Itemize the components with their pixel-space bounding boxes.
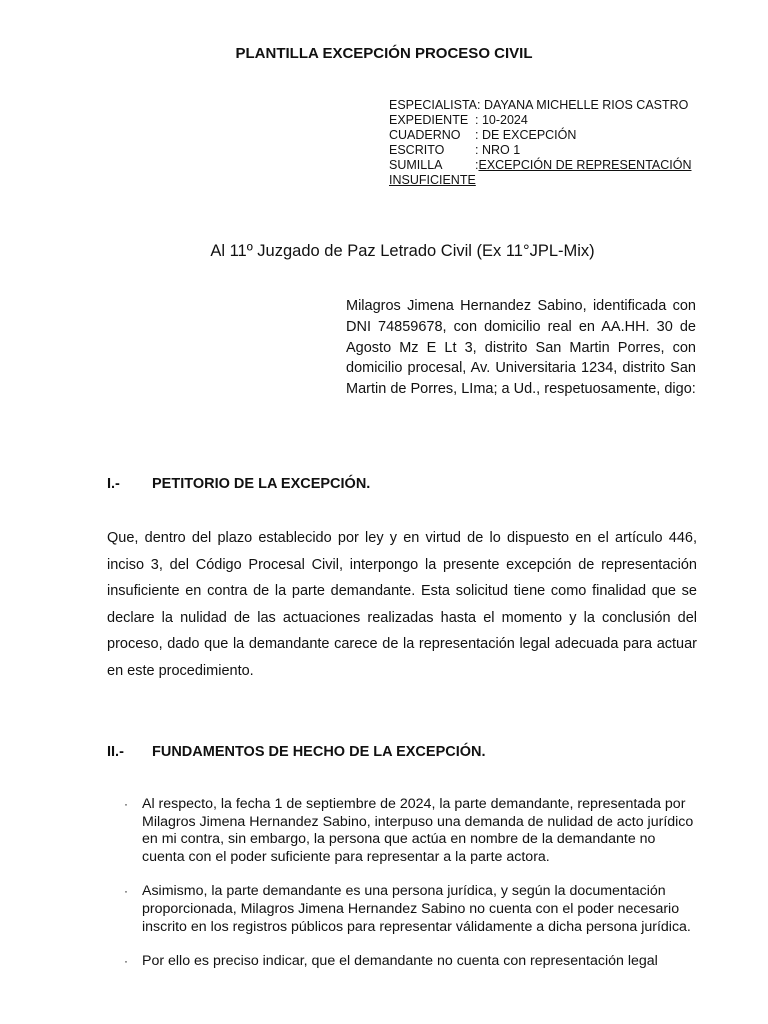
- especialista-value: DAYANA MICHELLE RIOS CASTRO: [483, 98, 689, 112]
- list-item: [124, 796, 698, 866]
- section-1-paragraph: Que, dentro del plazo establecido por ley y en virtud de lo dispuesto en el artículo 446, inciso 3, del Código Procesal Civil, interpongo la presente excepción de representación insuficiente en contra de la parte demandante. Esta solicitud tiene como finalidad que se declare la nulidad de las actuaciones realizadas hasta el momento y la conclusión del proceso, dado que la demandante carece de la representación legal adecuada para actuar en este procedimiento.: [107, 530, 697, 679]
- cuaderno-label: CUADERNO: [389, 128, 461, 142]
- escrito-label: ESCRITO: [389, 143, 445, 157]
- list-item: [124, 953, 698, 971]
- sumilla-separator: :: [475, 158, 479, 172]
- bullet-dot-icon: ·: [124, 797, 128, 811]
- expediente-value: : 10-2024: [475, 113, 528, 127]
- section-2-number: II.-: [107, 744, 124, 760]
- escrito-value: : NRO 1: [475, 143, 521, 157]
- section-2-heading: [107, 744, 486, 760]
- cuaderno-row: [389, 128, 704, 143]
- bullet-text: Por ello es preciso indicar, que el demandante no cuenta con representación legal: [142, 953, 658, 970]
- especialista-row: [389, 98, 704, 113]
- section-2-title: FUNDAMENTOS DE HECHO DE LA EXCEPCIÓN.: [152, 744, 486, 760]
- list-item: [124, 883, 698, 936]
- sumilla-continuation-row: [389, 173, 704, 188]
- section-1-number: I.-: [107, 476, 120, 492]
- especialista-label: ESPECIALISTA:: [389, 98, 481, 112]
- document-title: PLANTILLA EXCEPCIÓN PROCESO CIVIL: [235, 45, 533, 62]
- bullet-text: Asimismo, la parte demandante es una persona jurídica, y según la documentación proporcionada, Milagros Jimena Hernandez Sabino no cuenta con el poder necesario inscrito en los registros públicos para representar válidamente a dicha persona jurídica.: [142, 883, 691, 935]
- escrito-row: [389, 143, 704, 158]
- section-1-heading: [107, 476, 370, 492]
- sumilla-value: EXCEPCIÓN DE REPRESENTACIÓN: [478, 158, 692, 172]
- section-2-bullet-list: [124, 796, 698, 988]
- addressee-court: Al 11º Juzgado de Paz Letrado Civil (Ex 11°JPL-Mix): [210, 242, 595, 260]
- bullet-text: Al respecto, la fecha 1 de septiembre de 2024, la parte demandante, representada por Milagros Jimena Hernandez Sabino, interpuso una demanda de nulidad de acto jurídico en mi contra, sin embargo, la persona que actúa en nombre de la demandante no cuenta con el poder suficiente para representar a la parte actora.: [142, 796, 694, 865]
- expediente-row: [389, 113, 704, 128]
- case-metadata: [389, 98, 704, 188]
- bullet-dot-icon: ·: [124, 884, 128, 899]
- bullet-dot-icon: ·: [124, 954, 128, 969]
- expediente-label: EXPEDIENTE: [389, 113, 469, 127]
- intro-paragraph: Milagros Jimena Hernandez Sabino, identificada con DNI 74859678, con domicilio real en AA.HH. 30 de Agosto Mz E Lt 3, distrito San Martin Porres, con domicilio procesal, Av. Universitaria 1234, distrito San Martin de Porres, LIma; a Ud., respetuosamente, digo:: [346, 298, 696, 398]
- sumilla-label: SUMILLA: [389, 158, 443, 172]
- sumilla-row: [389, 158, 704, 173]
- section-1-title: PETITORIO DE LA EXCEPCIÓN.: [152, 476, 371, 492]
- sumilla-value-continuation: INSUFICIENTE: [389, 173, 476, 187]
- cuaderno-value: : DE EXCEPCIÓN: [475, 128, 577, 142]
